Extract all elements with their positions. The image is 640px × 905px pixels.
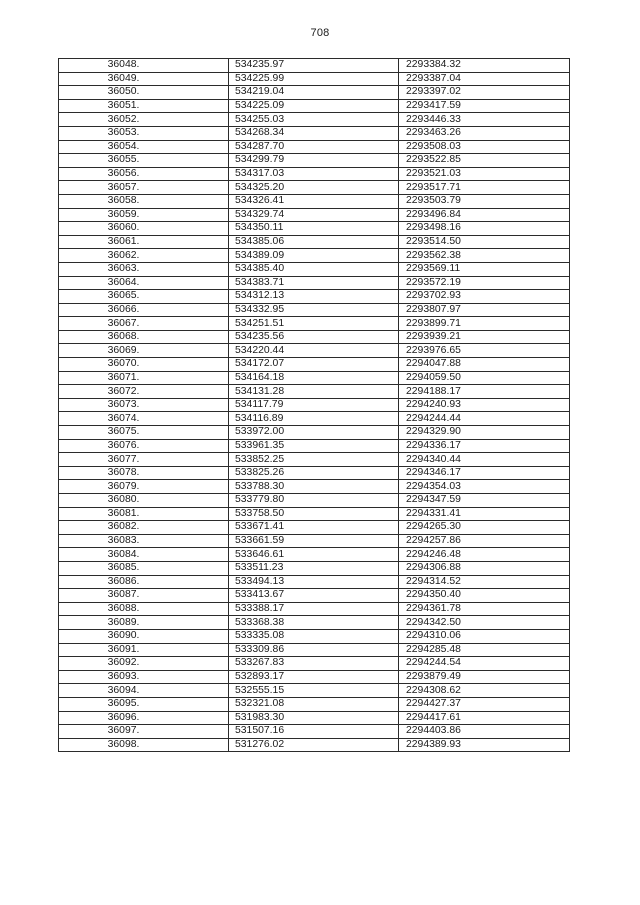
point-number-cell: 36067. (59, 317, 229, 331)
table-row (59, 290, 570, 304)
point-number-cell: 36073. (59, 398, 229, 412)
y-coordinate-cell: 2293562.38 (399, 249, 570, 263)
point-number-cell: 36060. (59, 222, 229, 236)
x-coordinate-cell: 534235.56 (229, 330, 399, 344)
y-coordinate-cell: 2294340.44 (399, 453, 570, 467)
x-coordinate-cell: 532555.15 (229, 684, 399, 698)
table-row (59, 330, 570, 344)
table-row (59, 358, 570, 372)
table-row (59, 629, 570, 643)
point-number-cell: 36090. (59, 629, 229, 643)
point-number-cell: 36084. (59, 548, 229, 562)
y-coordinate-cell: 2294354.03 (399, 480, 570, 494)
table-row (59, 439, 570, 453)
x-coordinate-cell: 533779.80 (229, 494, 399, 508)
x-coordinate-cell: 534299.79 (229, 154, 399, 168)
x-coordinate-cell: 534312.13 (229, 290, 399, 304)
point-number-cell: 36088. (59, 602, 229, 616)
y-coordinate-cell: 2293521.03 (399, 167, 570, 181)
x-coordinate-cell: 532893.17 (229, 670, 399, 684)
y-coordinate-cell: 2293508.03 (399, 140, 570, 154)
point-number-cell: 36086. (59, 575, 229, 589)
y-coordinate-cell: 2293976.65 (399, 344, 570, 358)
coordinates-table (58, 58, 570, 752)
page-number: 708 (310, 27, 330, 39)
point-number-cell: 36053. (59, 126, 229, 140)
x-coordinate-cell: 534329.74 (229, 208, 399, 222)
point-number-cell: 36049. (59, 72, 229, 86)
y-coordinate-cell: 2293503.79 (399, 194, 570, 208)
point-number-cell: 36081. (59, 507, 229, 521)
y-coordinate-cell: 2294257.86 (399, 534, 570, 548)
y-coordinate-cell: 2294314.52 (399, 575, 570, 589)
y-coordinate-cell: 2294361.78 (399, 602, 570, 616)
x-coordinate-cell: 534225.99 (229, 72, 399, 86)
table-row (59, 575, 570, 589)
y-coordinate-cell: 2294389.93 (399, 738, 570, 752)
table-row (59, 276, 570, 290)
x-coordinate-cell: 533646.61 (229, 548, 399, 562)
y-coordinate-cell: 2294244.54 (399, 657, 570, 671)
point-number-cell: 36061. (59, 235, 229, 249)
y-coordinate-cell: 2294427.37 (399, 697, 570, 711)
point-number-cell: 36096. (59, 711, 229, 725)
x-coordinate-cell: 534385.06 (229, 235, 399, 249)
x-coordinate-cell: 534385.40 (229, 262, 399, 276)
x-coordinate-cell: 534220.44 (229, 344, 399, 358)
table-row (59, 561, 570, 575)
y-coordinate-cell: 2294310.06 (399, 629, 570, 643)
table-row (59, 494, 570, 508)
x-coordinate-cell: 534131.28 (229, 385, 399, 399)
table-row (59, 385, 570, 399)
point-number-cell: 36066. (59, 303, 229, 317)
table-row (59, 453, 570, 467)
table-row (59, 208, 570, 222)
point-number-cell: 36054. (59, 140, 229, 154)
y-coordinate-cell: 2293446.33 (399, 113, 570, 127)
y-coordinate-cell: 2294285.48 (399, 643, 570, 657)
x-coordinate-cell: 533852.25 (229, 453, 399, 467)
x-coordinate-cell: 534164.18 (229, 371, 399, 385)
point-number-cell: 36063. (59, 262, 229, 276)
x-coordinate-cell: 532321.08 (229, 697, 399, 711)
x-coordinate-cell: 533661.59 (229, 534, 399, 548)
table-row (59, 72, 570, 86)
point-number-cell: 36050. (59, 86, 229, 100)
table-row (59, 643, 570, 657)
y-coordinate-cell: 2293572.19 (399, 276, 570, 290)
x-coordinate-cell: 533671.41 (229, 521, 399, 535)
table-row (59, 371, 570, 385)
x-coordinate-cell: 534251.51 (229, 317, 399, 331)
y-coordinate-cell: 2293384.32 (399, 59, 570, 73)
y-coordinate-cell: 2294417.61 (399, 711, 570, 725)
x-coordinate-cell: 534383.71 (229, 276, 399, 290)
point-number-cell: 36048. (59, 59, 229, 73)
y-coordinate-cell: 2294350.40 (399, 589, 570, 603)
table-row (59, 616, 570, 630)
point-number-cell: 36071. (59, 371, 229, 385)
point-number-cell: 36095. (59, 697, 229, 711)
x-coordinate-cell: 531507.16 (229, 725, 399, 739)
x-coordinate-cell: 534268.34 (229, 126, 399, 140)
x-coordinate-cell: 533961.35 (229, 439, 399, 453)
table-row (59, 194, 570, 208)
point-number-cell: 36085. (59, 561, 229, 575)
point-number-cell: 36082. (59, 521, 229, 535)
table-row (59, 670, 570, 684)
point-number-cell: 36068. (59, 330, 229, 344)
point-number-cell: 36080. (59, 494, 229, 508)
table-row (59, 262, 570, 276)
y-coordinate-cell: 2293463.26 (399, 126, 570, 140)
x-coordinate-cell: 533825.26 (229, 466, 399, 480)
x-coordinate-cell: 533494.13 (229, 575, 399, 589)
x-coordinate-cell: 533267.83 (229, 657, 399, 671)
y-coordinate-cell: 2293522.85 (399, 154, 570, 168)
point-number-cell: 36072. (59, 385, 229, 399)
point-number-cell: 36077. (59, 453, 229, 467)
y-coordinate-cell: 2294308.62 (399, 684, 570, 698)
point-number-cell: 36055. (59, 154, 229, 168)
y-coordinate-cell: 2293498.16 (399, 222, 570, 236)
x-coordinate-cell: 531983.30 (229, 711, 399, 725)
coordinates-table-body (59, 59, 570, 752)
table-row (59, 548, 570, 562)
point-number-cell: 36070. (59, 358, 229, 372)
table-row (59, 222, 570, 236)
table-row (59, 59, 570, 73)
table-row (59, 507, 570, 521)
table-row (59, 738, 570, 752)
point-number-cell: 36079. (59, 480, 229, 494)
x-coordinate-cell: 533368.38 (229, 616, 399, 630)
table-row (59, 412, 570, 426)
point-number-cell: 36078. (59, 466, 229, 480)
x-coordinate-cell: 533335.08 (229, 629, 399, 643)
point-number-cell: 36058. (59, 194, 229, 208)
point-number-cell: 36057. (59, 181, 229, 195)
table-row (59, 99, 570, 113)
y-coordinate-cell: 2293514.50 (399, 235, 570, 249)
point-number-cell: 36065. (59, 290, 229, 304)
point-number-cell: 36062. (59, 249, 229, 263)
y-coordinate-cell: 2294331.41 (399, 507, 570, 521)
table-row (59, 480, 570, 494)
point-number-cell: 36075. (59, 426, 229, 440)
y-coordinate-cell: 2293879.49 (399, 670, 570, 684)
table-row (59, 657, 570, 671)
y-coordinate-cell: 2293397.02 (399, 86, 570, 100)
x-coordinate-cell: 533788.30 (229, 480, 399, 494)
x-coordinate-cell: 533388.17 (229, 602, 399, 616)
x-coordinate-cell: 534350.11 (229, 222, 399, 236)
table-row (59, 113, 570, 127)
x-coordinate-cell: 534332.95 (229, 303, 399, 317)
y-coordinate-cell: 2294329.90 (399, 426, 570, 440)
y-coordinate-cell: 2293807.97 (399, 303, 570, 317)
table-row (59, 126, 570, 140)
x-coordinate-cell: 534255.03 (229, 113, 399, 127)
point-number-cell: 36091. (59, 643, 229, 657)
y-coordinate-cell: 2294244.44 (399, 412, 570, 426)
y-coordinate-cell: 2294342.50 (399, 616, 570, 630)
point-number-cell: 36097. (59, 725, 229, 739)
point-number-cell: 36092. (59, 657, 229, 671)
x-coordinate-cell: 534172.07 (229, 358, 399, 372)
table-row (59, 181, 570, 195)
y-coordinate-cell: 2293939.21 (399, 330, 570, 344)
y-coordinate-cell: 2293569.11 (399, 262, 570, 276)
table-row (59, 534, 570, 548)
point-number-cell: 36074. (59, 412, 229, 426)
point-number-cell: 36083. (59, 534, 229, 548)
point-number-cell: 36069. (59, 344, 229, 358)
table-row (59, 697, 570, 711)
table-row (59, 725, 570, 739)
table-row (59, 344, 570, 358)
x-coordinate-cell: 533413.67 (229, 589, 399, 603)
x-coordinate-cell: 534219.04 (229, 86, 399, 100)
x-coordinate-cell: 534235.97 (229, 59, 399, 73)
point-number-cell: 36052. (59, 113, 229, 127)
y-coordinate-cell: 2294347.59 (399, 494, 570, 508)
x-coordinate-cell: 534117.79 (229, 398, 399, 412)
table-row (59, 711, 570, 725)
point-number-cell: 36056. (59, 167, 229, 181)
point-number-cell: 36087. (59, 589, 229, 603)
table-row (59, 426, 570, 440)
point-number-cell: 36098. (59, 738, 229, 752)
table-row (59, 167, 570, 181)
table-row (59, 684, 570, 698)
x-coordinate-cell: 534287.70 (229, 140, 399, 154)
x-coordinate-cell: 533972.00 (229, 426, 399, 440)
x-coordinate-cell: 534225.09 (229, 99, 399, 113)
point-number-cell: 36064. (59, 276, 229, 290)
point-number-cell: 36059. (59, 208, 229, 222)
y-coordinate-cell: 2294059.50 (399, 371, 570, 385)
table-row (59, 249, 570, 263)
table-row (59, 154, 570, 168)
point-number-cell: 36051. (59, 99, 229, 113)
table-row (59, 602, 570, 616)
table-row (59, 398, 570, 412)
table-row (59, 86, 570, 100)
y-coordinate-cell: 2294346.17 (399, 466, 570, 480)
point-number-cell: 36076. (59, 439, 229, 453)
table-row (59, 317, 570, 331)
x-coordinate-cell: 531276.02 (229, 738, 399, 752)
x-coordinate-cell: 534325.20 (229, 181, 399, 195)
point-number-cell: 36093. (59, 670, 229, 684)
x-coordinate-cell: 534326.41 (229, 194, 399, 208)
y-coordinate-cell: 2294306.88 (399, 561, 570, 575)
table-row (59, 303, 570, 317)
x-coordinate-cell: 533758.50 (229, 507, 399, 521)
point-number-cell: 36089. (59, 616, 229, 630)
y-coordinate-cell: 2293496.84 (399, 208, 570, 222)
y-coordinate-cell: 2293417.59 (399, 99, 570, 113)
point-number-cell: 36094. (59, 684, 229, 698)
x-coordinate-cell: 534116.89 (229, 412, 399, 426)
y-coordinate-cell: 2294240.93 (399, 398, 570, 412)
x-coordinate-cell: 533309.86 (229, 643, 399, 657)
y-coordinate-cell: 2293517.71 (399, 181, 570, 195)
y-coordinate-cell: 2294047.88 (399, 358, 570, 372)
y-coordinate-cell: 2294265.30 (399, 521, 570, 535)
table-row (59, 140, 570, 154)
y-coordinate-cell: 2293387.04 (399, 72, 570, 86)
table-row (59, 589, 570, 603)
table-row (59, 235, 570, 249)
table-row (59, 466, 570, 480)
x-coordinate-cell: 534389.09 (229, 249, 399, 263)
y-coordinate-cell: 2293899.71 (399, 317, 570, 331)
y-coordinate-cell: 2293702.93 (399, 290, 570, 304)
x-coordinate-cell: 534317.03 (229, 167, 399, 181)
y-coordinate-cell: 2294188.17 (399, 385, 570, 399)
x-coordinate-cell: 533511.23 (229, 561, 399, 575)
y-coordinate-cell: 2294403.86 (399, 725, 570, 739)
table-row (59, 521, 570, 535)
y-coordinate-cell: 2294246.48 (399, 548, 570, 562)
y-coordinate-cell: 2294336.17 (399, 439, 570, 453)
